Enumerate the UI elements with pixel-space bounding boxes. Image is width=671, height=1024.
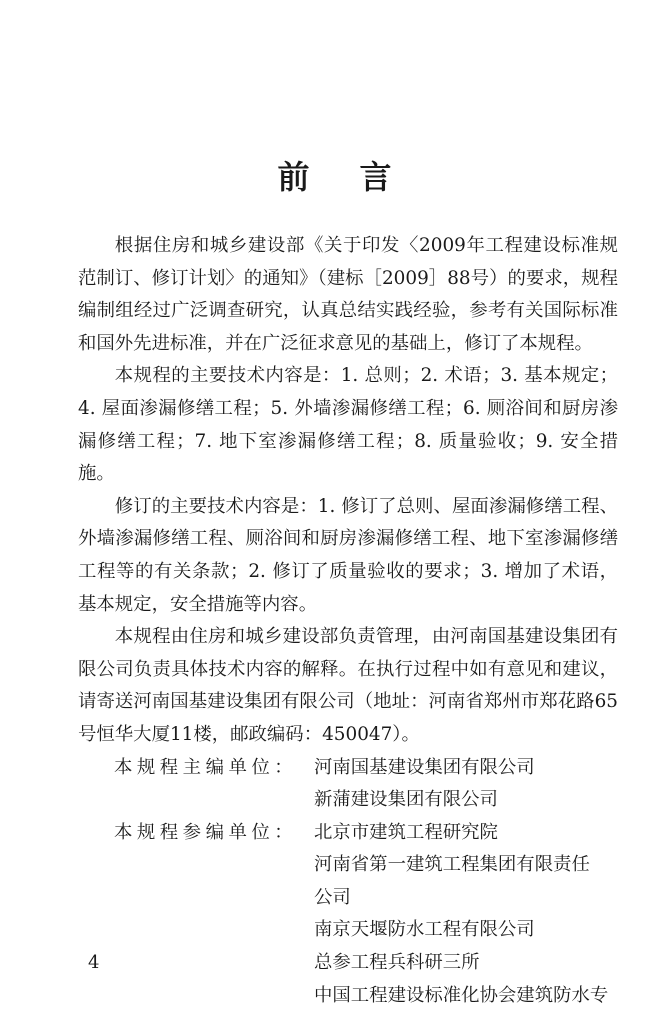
participating-units-label: 本规程参编单位： [114, 821, 298, 843]
participating-units-block [78, 817, 618, 1013]
title-char-2: 言 [359, 158, 394, 196]
paragraph-main-content: 本规程的主要技术内容是：1. 总则；2. 术语；3. 基本规定；4. 屋面渗漏修缮工程；5. 外墙渗漏修缮工程；6. 厕浴间和厨房渗漏修缮工程；7. 地下室渗漏修缮工程；8. 质量验收；9. 安全措施。 [78, 365, 618, 485]
participating-unit-name: 中国工程建设标准化协会建筑防水专 [314, 984, 609, 1006]
chief-unit-name: 新蒲建设集团有限公司 [314, 789, 498, 811]
body-text [78, 230, 618, 1012]
chief-unit-name: 河南国基建设集团有限公司 [314, 756, 535, 778]
chief-units-label: 本规程主编单位： [114, 756, 298, 778]
paragraph-revision-content: 修订的主要技术内容是：1. 修订了总则、屋面渗漏修缮工程、外墙渗漏修缮工程、厕浴间和厨房渗漏修缮工程、地下室渗漏修缮工程等的有关条款；2. 修订了质量验收的要求；3. 增加了术语，基本规定，安全措施等内容。 [78, 495, 618, 615]
participating-unit-name: 河南省第一建筑工程集团有限责任 [314, 854, 590, 876]
participating-unit-name: 北京市建筑工程研究院 [314, 821, 498, 843]
chief-units-block [78, 752, 618, 817]
page-title [0, 152, 671, 198]
paragraph-basis: 根据住房和城乡建设部《关于印发〈2009年工程建设标准规范制订、修订计划〉的通知》（建标［2009］88号）的要求，规程编制组经过广泛调查研究，认真总结实践经验，参考有关国际标准和国外先进标准，并在广泛征求意见的基础上，修订了本规程。 [78, 235, 618, 354]
participating-unit-name: 公司 [314, 886, 351, 908]
participating-unit-name: 南京天堰防水工程有限公司 [314, 919, 535, 941]
paragraph-management: 本规程由住房和城乡建设部负责管理，由河南国基建设集团有限公司负责具体技术内容的解释。在执行过程中如有意见和建议，请寄送河南国基建设集团有限公司（地址：河南省郑州市郑花路65号恒华大厦11楼，邮政编码：450047）。 [78, 626, 618, 745]
title-char-1: 前 [277, 158, 312, 196]
participating-unit-name: 总参工程兵科研三所 [314, 952, 480, 974]
page-number: 4 [88, 952, 100, 973]
